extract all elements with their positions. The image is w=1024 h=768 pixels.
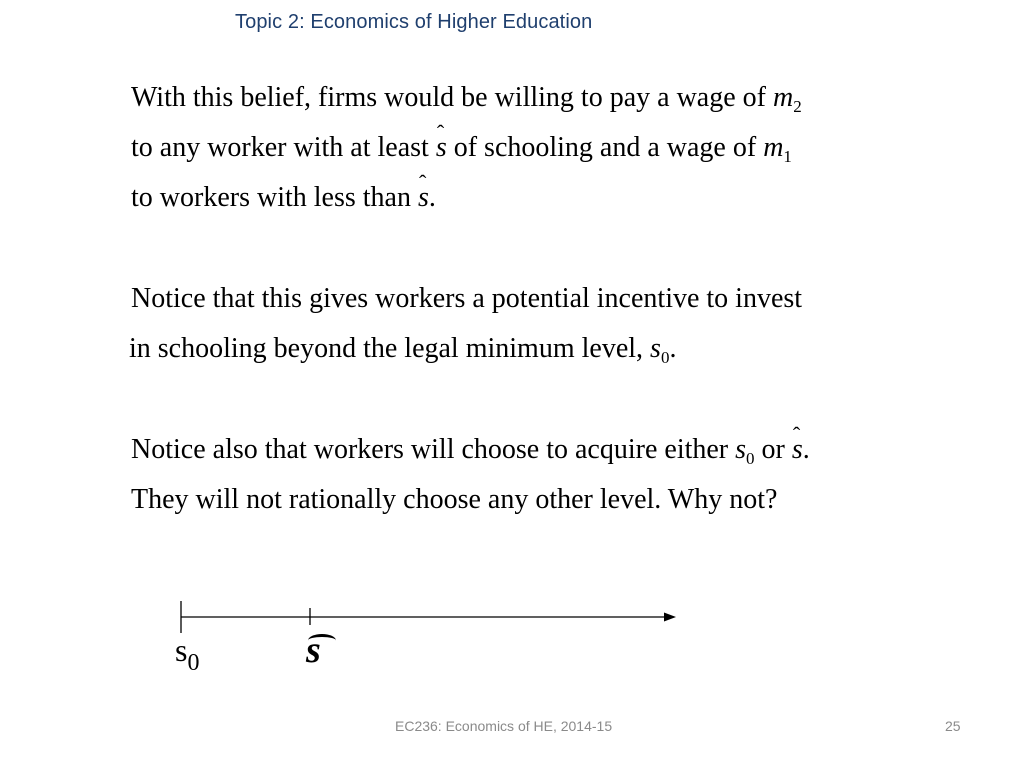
label-s0-subscript: 0 [187, 650, 200, 676]
label-s0-text: s [175, 632, 188, 668]
text: of schooling and a wage of [446, 132, 764, 163]
paragraph-1-line-2 [131, 132, 792, 167]
paragraph-2-line-2 [129, 333, 676, 368]
text: With this belief, firms would be willing to pay a wage of [131, 82, 773, 113]
label-s0 [175, 632, 199, 677]
text: in schooling beyond the legal minimum level, [129, 333, 651, 364]
paragraph-2-line-1: Notice that this gives workers a potential incentive to invest [131, 283, 803, 314]
math-var-s: s [650, 333, 661, 364]
text: to any worker with at least [131, 132, 436, 163]
subscript: 2 [793, 97, 802, 116]
text: to workers with less than [131, 182, 418, 213]
math-var-m: m [763, 132, 784, 163]
slide-title: Topic 2: Economics of Higher Education [235, 11, 593, 33]
subscript: 1 [783, 147, 792, 166]
paragraph-3-line-2: They will not rationally choose any other level. Why not? [131, 484, 778, 515]
paragraph-3-line-1 [131, 434, 810, 469]
label-s-hat: s [306, 629, 321, 671]
math-var-s-hat: ˆ s [418, 182, 429, 214]
paragraph-1-line-1 [131, 82, 802, 117]
subscript: 0 [746, 449, 755, 468]
math-var-s: s [735, 434, 747, 465]
text: or [754, 434, 792, 465]
page-number: 25 [945, 718, 961, 734]
paragraph-1-line-3 [131, 182, 436, 214]
subscript: 0 [660, 348, 670, 367]
math-var-m: m [772, 82, 794, 113]
text: . [802, 434, 810, 465]
arrowhead-icon [664, 613, 676, 622]
footer-course: EC236: Economics of HE, 2014-15 [395, 718, 613, 734]
text: . [428, 182, 436, 213]
text: Notice also that workers will choose to acquire either [131, 434, 736, 465]
math-var-s-hat: ˆ s [436, 132, 447, 164]
text: . [669, 333, 677, 364]
math-var-s-hat: ˆ s [792, 434, 803, 466]
